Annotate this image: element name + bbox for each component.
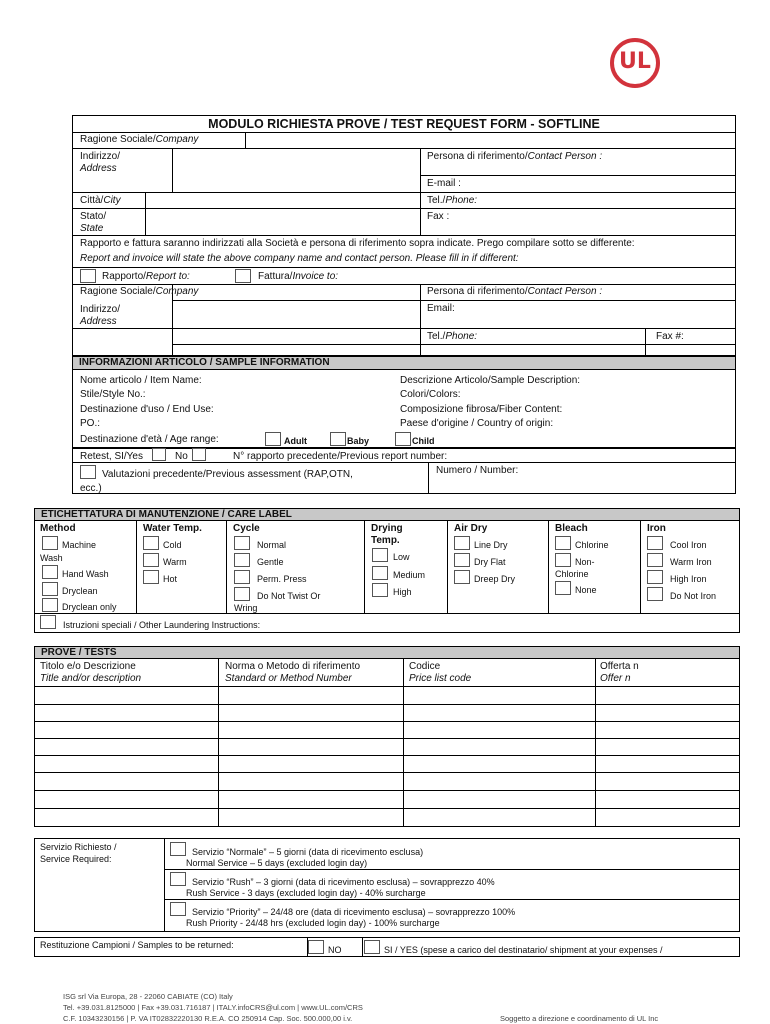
tests-col-title: Titolo e/o Descrizione Title and/or description (40, 661, 142, 684)
number-label: Numero / Number: (436, 465, 519, 476)
normal-cycle-checkbox[interactable] (234, 536, 250, 550)
cool-iron-checkbox[interactable] (647, 536, 663, 550)
no-iron-checkbox[interactable] (647, 587, 663, 601)
dryclean-only-checkbox[interactable] (42, 598, 58, 612)
drying-temp-header: Temp. (371, 535, 400, 546)
drying-header: Drying (371, 523, 403, 534)
fax-label: Fax : (427, 211, 450, 222)
cycle-header: Cycle (233, 523, 260, 534)
invoice-to-label: Fattura/Invoice to: (258, 271, 339, 282)
chlorine-label: Chlorine (575, 540, 609, 550)
prev-report-label: N° rapporto precedente/Previous report number: (233, 451, 448, 462)
high-iron-label: High Iron (670, 574, 707, 584)
return-no-checkbox[interactable] (308, 940, 324, 954)
alt-company-label: Ragione Sociale/Company (80, 286, 199, 297)
fiber-label: Composizione fibrosa/Fiber Content: (400, 404, 563, 415)
drip-dry-checkbox[interactable] (454, 570, 470, 584)
tests-header: PROVE / TESTS (34, 646, 740, 659)
sample-desc-label: Descrizione Articolo/Sample Description: (400, 375, 581, 386)
dryclean-label: Dryclean (62, 586, 98, 596)
priority-service-en: Rush Priority - 24/48 hrs (excluded login day) - 100% surcharge (186, 918, 440, 928)
normal-service-it: Servizio “Normale” – 5 giorni (data di ricevimento esclusa) (192, 847, 424, 857)
notice-en: Report and invoice will state the above company name and contact person. Please fill in if different: (80, 253, 519, 264)
dryclean-only-label: Dryclean only (62, 602, 117, 612)
cool-iron-label: Cool Iron (670, 540, 707, 550)
hot-label: Hot (163, 574, 178, 584)
gentle-checkbox[interactable] (234, 553, 250, 567)
method-header: Method (40, 523, 76, 534)
normal-service-checkbox[interactable] (170, 842, 186, 856)
email-label: E-mail : (427, 178, 461, 189)
no-twist-checkbox[interactable] (234, 587, 250, 601)
colors-label: Colori/Colors: (400, 389, 461, 400)
air-dry-header: Air Dry (454, 523, 488, 534)
alt-contact-label: Persona di riferimento/Contact Person : (427, 286, 603, 297)
alt-address-label: Indirizzo/ Address (80, 304, 121, 327)
non-label: Non- (575, 557, 595, 567)
city-label: Città/City (80, 195, 121, 206)
style-label: Stile/Style No.: (80, 389, 146, 400)
perm-press-checkbox[interactable] (234, 570, 250, 584)
rush-service-it: Servizio “Rush” – 3 giorni (data di ricevimento esclusa) – sovrapprezzo 40% (192, 877, 495, 887)
adult-checkbox[interactable] (265, 432, 281, 446)
footer-direction: Soggetto a direzione e coordinamento di UL Inc (500, 1014, 659, 1023)
child-label: Child (412, 436, 435, 446)
contact-label: Persona di riferimento/Contact Person : (427, 151, 603, 162)
sample-info-header: INFORMAZIONI ARTICOLO / SAMPLE INFORMATION (72, 356, 736, 370)
form-title: MODULO RICHIESTA PROVE / TEST REQUEST FORM - SOFTLINE (72, 115, 736, 132)
tests-col-offer: Offerta n Offer n (600, 661, 639, 684)
city-input[interactable] (146, 193, 419, 207)
return-label: Restituzione Campioni / Samples to be returned: (40, 940, 234, 950)
alt-email-label: Email: (427, 303, 455, 314)
machine-label: Machine (62, 540, 97, 550)
footer-contacts: Tel. +39.031.8125000 | Fax +39.031.716187 | ITALY.infoCRS@ul.com | www.UL.com/CRS (63, 1003, 363, 1012)
item-name-label: Nome articolo / Item Name: (80, 375, 202, 386)
normal-service-en: Normal Service – 5 days (excluded login day) (186, 858, 368, 868)
gentle-label: Gentle (257, 557, 284, 567)
dryclean-checkbox[interactable] (42, 582, 58, 596)
retest-no-label: No (175, 451, 188, 462)
end-use-label: Destinazione d'uso / End Use: (80, 404, 214, 415)
footer-registration: C.F. 10343230156 | P. VA IT02832220130 R.E.A. CO 250914 Cap. Soc. 500.000,00 i.v. (63, 1014, 353, 1023)
retest-yes-checkbox[interactable] (152, 448, 166, 461)
ul-logo: UL (610, 38, 660, 88)
prev-assess-checkbox[interactable] (80, 465, 96, 479)
medium-label: Medium (393, 570, 426, 580)
return-yes-label: SI / YES (spese a carico del destinatario/ shipment at your expenses / (384, 945, 663, 955)
hand-wash-label: Hand Wash (62, 569, 109, 579)
iron-header: Iron (647, 523, 666, 534)
state-label: Stato/ State (80, 211, 107, 234)
wash-label: Wash (40, 553, 63, 563)
notice-it: Rapporto e fattura saranno indirizzati alla Società e persona di riferimento sopra indicate. Prego compilare sotto se differente: (80, 238, 635, 249)
warm-checkbox[interactable] (143, 553, 159, 567)
report-to-label: Rapporto/Report to: (102, 271, 190, 282)
priority-service-checkbox[interactable] (170, 902, 186, 916)
adult-label: Adult (284, 436, 307, 446)
rush-service-en: Rush Service - 3 days (excluded login day) - 40% surcharge (186, 888, 426, 898)
special-instructions-label: Istruzioni speciali / Other Laundering Instructions: (63, 620, 261, 630)
service-label: Servizio Richiesto / Service Required: (40, 842, 117, 864)
company-label: Ragione Sociale/Company (80, 134, 199, 145)
retest-no-checkbox[interactable] (192, 448, 206, 461)
non-chlorine-label: Chlorine (555, 569, 589, 579)
prev-assess-label: Valutazioni precedente/Previous assessment (RAP,OTN, (102, 469, 353, 480)
water-temp-header: Water Temp. (143, 523, 202, 534)
tests-col-code: Codice Price list code (409, 661, 472, 684)
none-label: None (575, 585, 597, 595)
child-checkbox[interactable] (395, 432, 411, 446)
po-label: PO.: (80, 418, 101, 429)
machine-wash-checkbox[interactable] (42, 536, 58, 550)
report-to-checkbox[interactable] (80, 269, 96, 283)
alt-fax-label: Fax #: (656, 331, 684, 342)
state-input[interactable] (146, 209, 419, 234)
normal-label: Normal (257, 540, 287, 550)
dry-flat-checkbox[interactable] (454, 553, 470, 567)
non-chlorine-checkbox[interactable] (555, 553, 571, 567)
high-label: High (393, 587, 412, 597)
footer-address: ISG srl Via Europa, 28 - 22060 CABIATE (CO) Italy (63, 992, 233, 1001)
address-label: Indirizzo/ Address (80, 151, 121, 174)
rush-service-checkbox[interactable] (170, 872, 186, 886)
baby-checkbox[interactable] (330, 432, 346, 446)
warm-label: Warm (163, 557, 187, 567)
address-input[interactable] (173, 149, 419, 191)
care-label-header: ETICHETTATURA DI MANUTENZIONE / CARE LABEL (34, 508, 740, 521)
line-dry-checkbox[interactable] (454, 536, 470, 550)
priority-service-it: Servizio “Priority” – 24/48 ore (data di ricevimento esclusa) – sovrapprezzo 100% (192, 907, 516, 917)
invoice-to-checkbox[interactable] (235, 269, 251, 283)
dry-flat-label: Dry Flat (474, 557, 506, 567)
bleach-header: Bleach (555, 523, 588, 534)
warm-iron-label: Warm Iron (670, 557, 712, 567)
low-checkbox[interactable] (372, 548, 388, 562)
alt-phone-label: Tel./Phone: (427, 331, 478, 342)
no-iron-label: Do Not Iron (670, 591, 717, 601)
tests-col-standard: Norma o Metodo di riferimento Standard or Method Number (225, 661, 361, 684)
special-instructions-checkbox[interactable] (40, 615, 56, 629)
origin-label: Paese d'origine / Country of origin: (400, 418, 554, 429)
medium-checkbox[interactable] (372, 566, 388, 580)
age-label: Destinazione d'età / Age range: (80, 434, 219, 445)
retest-label: Retest, SI/Yes (80, 451, 143, 462)
drip-dry-label: Dreep Dry (474, 574, 516, 584)
chlorine-checkbox[interactable] (555, 536, 571, 550)
warm-iron-checkbox[interactable] (647, 553, 663, 567)
high-checkbox[interactable] (372, 583, 388, 597)
wring-label: Wring (234, 603, 258, 613)
none-checkbox[interactable] (555, 581, 571, 595)
low-label: Low (393, 552, 410, 562)
baby-label: Baby (347, 436, 370, 446)
cold-checkbox[interactable] (143, 536, 159, 550)
hot-checkbox[interactable] (143, 570, 159, 584)
perm-press-label: Perm. Press (257, 574, 307, 584)
high-iron-checkbox[interactable] (647, 570, 663, 584)
hand-wash-checkbox[interactable] (42, 565, 58, 579)
return-no-label: NO (328, 945, 342, 955)
phone-label: Tel./Phone: (427, 195, 478, 206)
return-yes-checkbox[interactable] (364, 940, 380, 954)
cold-label: Cold (163, 540, 182, 550)
prev-assess-label-2: ecc.) (80, 483, 102, 494)
line-dry-label: Line Dry (474, 540, 508, 550)
company-input[interactable] (246, 133, 735, 147)
no-twist-label: Do Not Twist Or (257, 591, 321, 601)
